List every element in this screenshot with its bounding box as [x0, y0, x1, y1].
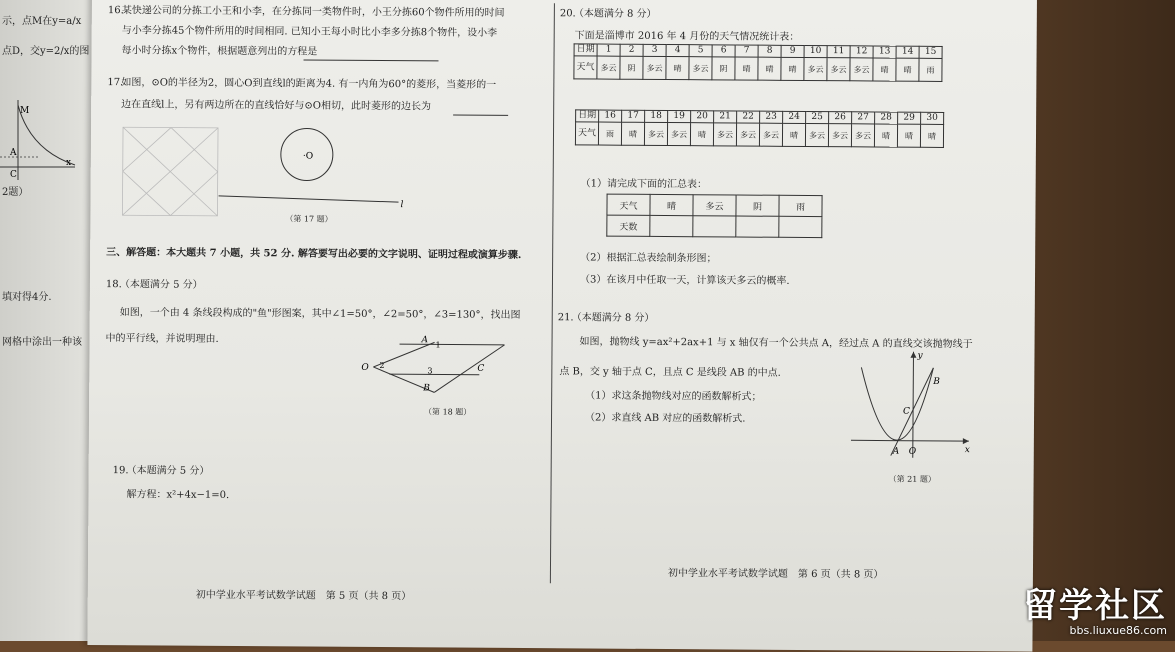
q21-sub1: （1）求这条抛物线对应的函数解析式；: [585, 390, 762, 403]
q21-line1: 如图，抛物线 y=ax²+2ax+1 与 x 轴仅有一个公共点 A，经过点 A 的直线交该抛物线于: [579, 336, 973, 351]
weather-cell: 雨: [598, 122, 621, 145]
point-a-label: A: [892, 446, 900, 457]
q19-score: （本题满分 5 分）: [126, 465, 210, 477]
table-row: [574, 56, 942, 82]
fish-label-o: O: [361, 362, 369, 373]
weather-table-2: [575, 109, 944, 148]
date-cell: 7: [735, 45, 758, 57]
date-cell: 28: [875, 112, 898, 124]
weather-cell: 多云: [713, 123, 736, 146]
date-cell: 11: [827, 46, 850, 58]
row-label: 日期: [574, 44, 597, 56]
date-cell: 14: [896, 46, 919, 58]
date-cell: 4: [666, 45, 689, 57]
q20-intro: 下面是淄博市 2016 年 4 月份的天气情况统计表：: [574, 30, 800, 43]
date-cell: 30: [921, 112, 944, 124]
weather-cell: 阴: [712, 57, 735, 80]
q19-number: 19.: [112, 465, 129, 477]
summary-cell-empty: [779, 216, 822, 237]
weather-cell: 晴: [782, 123, 805, 146]
fig-label-m: M: [20, 106, 30, 116]
weather-cell: 多云: [805, 123, 828, 146]
watermark-url: bbs.liuxue86.com: [1069, 624, 1167, 637]
date-cell: 22: [737, 111, 760, 123]
q16-number: 16.: [107, 5, 124, 17]
q20-sub1: （1）请完成下面的汇总表：: [580, 178, 708, 191]
circle-o-label: ·O: [302, 151, 314, 162]
summary-table: [606, 194, 822, 239]
watermark: [1023, 588, 1167, 637]
q21-sub2: （2）求直线 AB 对应的函数解析式.: [584, 412, 746, 425]
axis-x-label: x: [964, 445, 970, 456]
q17-answer-blank: [453, 115, 508, 116]
exam-sheet: [87, 0, 1037, 652]
summary-header: 雨: [779, 195, 822, 216]
weather-cell: 雨: [919, 58, 942, 81]
q21-number: 21.: [557, 312, 574, 324]
weather-cell: 多云: [689, 57, 712, 80]
q17-line: 如图，⊙O的半径为2，圆心O到直线l的距离为4. 有一内角为60°的菱形，当菱形的一: [121, 77, 497, 91]
fish-angle-1: 1: [435, 340, 441, 350]
summary-header: 多云: [693, 195, 736, 216]
fish-label-c: C: [477, 363, 485, 374]
q17-caption: （第 17 题）: [285, 214, 333, 224]
weather-cell: 晴: [666, 57, 689, 80]
date-cell: 24: [783, 111, 806, 123]
q18-fish-figure: [359, 332, 519, 403]
prev-line: 2题）: [2, 187, 29, 198]
table-row: [607, 194, 822, 217]
weather-cell: 晴: [873, 58, 896, 81]
weather-cell: 多云: [828, 124, 851, 147]
q18-number: 18.: [105, 279, 122, 291]
date-cell: 27: [852, 112, 875, 124]
table-row: [575, 122, 943, 148]
date-cell: 1: [597, 44, 620, 56]
q17-line: 边在直线l上，另有两边所在的直线恰好与⊙O相切，此时菱形的边长为: [121, 99, 432, 113]
date-cell: 3: [643, 44, 666, 56]
weather-cell: 多云: [667, 123, 690, 146]
q18-line: 中的平行线，并说明理由.: [105, 333, 219, 345]
date-cell: 16: [599, 110, 622, 122]
weather-cell: 晴: [920, 124, 943, 147]
weather-cell: 晴: [621, 122, 644, 145]
weather-cell: 阴: [620, 56, 643, 79]
watermark-title: 留学社区: [1023, 586, 1167, 626]
summary-cell-empty: [693, 216, 736, 237]
weather-cell: 多云: [827, 58, 850, 81]
fig-label-x: x: [66, 158, 72, 168]
page-6-footer: 初中学业水平考试数学试题 第 6 页（共 8 页）: [667, 568, 884, 581]
summary-row-label: 天数: [607, 215, 650, 236]
point-c-label: C: [903, 406, 911, 417]
line-l-label: l: [400, 200, 404, 211]
date-cell: 6: [712, 45, 735, 57]
q21-line2: 点 B，交 y 轴于点 C，且点 C 是线段 AB 的中点.: [559, 366, 781, 379]
q20-sub2: （2）根据汇总表绘制条形图；: [580, 252, 717, 265]
prev-line: 示，点M在y=a/x: [2, 16, 82, 27]
date-cell: 2: [620, 44, 643, 56]
q18-caption: （第 18 题）: [424, 407, 472, 417]
date-cell: 26: [829, 112, 852, 124]
fish-label-b: B: [423, 383, 430, 394]
column-divider: [550, 3, 555, 583]
date-cell: 25: [806, 111, 829, 123]
weather-cell: 多云: [736, 123, 759, 146]
q16-answer-blank: [304, 59, 439, 61]
q16-line: 某快递公司的分拣工小王和小李，在分拣同一类物件时，小王分拣60个物件所用的时间: [121, 5, 505, 19]
q19-text: 解方程：x²+4x−1=0.: [126, 489, 230, 501]
weather-cell: 晴: [896, 58, 919, 81]
section-3-heading: 三、解答题：本大题共 7 小题，共 52 分. 解答要写出必要的文字说明、证明过程或演算步骤.: [106, 247, 522, 262]
q16-line: 与小李分拣45个物件所用的时间相同. 已知小王每小时比小李多分拣8个物件，设小李: [121, 25, 498, 39]
weather-cell: 多云: [850, 58, 873, 81]
q20-sub3: （3）在该月中任取一天，计算该天多云的概率.: [579, 274, 790, 287]
date-cell: 8: [758, 45, 781, 57]
prev-line: 网格中涂出一种该: [2, 337, 82, 348]
q21-parabola-figure: [851, 347, 974, 468]
fig-label-a: A: [10, 148, 17, 158]
fig-label-c: C: [10, 170, 17, 180]
q18-line: 如图，一个由 4 条线段构成的"鱼"形图案，其中∠1=50°，∠2=50°，∠3=130°，找出图: [119, 307, 521, 321]
q21-score: （本题满分 8 分）: [571, 312, 655, 324]
q20-score: （本题满分 8 分）: [573, 8, 657, 20]
q20-number: 20.: [559, 8, 576, 20]
date-cell: 29: [898, 112, 921, 124]
fish-angle-2: 2: [379, 361, 385, 371]
date-cell: 20: [691, 111, 714, 123]
weather-cell: 晴: [690, 123, 713, 146]
weather-table-1: [573, 43, 942, 82]
row-label: 天气: [574, 56, 597, 79]
axis-y-label: y: [917, 350, 923, 361]
row-label: 日期: [576, 110, 599, 122]
prev-line: 填对得4分.: [2, 292, 52, 303]
weather-cell: 多云: [851, 124, 874, 147]
summary-cell-empty: [736, 216, 779, 237]
point-b-label: B: [933, 376, 940, 387]
weather-cell: 晴: [758, 57, 781, 80]
date-cell: 15: [919, 46, 942, 58]
summary-header: 晴: [650, 194, 693, 215]
weather-cell: 多云: [759, 123, 782, 146]
date-cell: 13: [873, 46, 896, 58]
date-cell: 21: [714, 111, 737, 123]
date-cell: 12: [850, 46, 873, 58]
date-cell: 17: [622, 110, 645, 122]
date-cell: 9: [781, 45, 804, 57]
q17-number: 17.: [107, 77, 124, 89]
date-cell: 18: [645, 110, 668, 122]
date-cell: 5: [689, 45, 712, 57]
weather-cell: 晴: [897, 124, 920, 147]
fish-label-a: A: [421, 335, 429, 346]
row-label: 天气: [575, 122, 598, 145]
summary-header: 阴: [736, 195, 779, 216]
prev-line: 点D，交y=2/x的图: [2, 46, 90, 57]
q18-score: （本题满分 5 分）: [119, 279, 203, 291]
weather-cell: 多云: [597, 56, 620, 79]
page-5-footer: 初中学业水平考试数学试题 第 5 页（共 8 页）: [195, 589, 412, 603]
date-cell: 23: [760, 111, 783, 123]
q21-caption: （第 21 题）: [888, 474, 936, 484]
summary-header: 天气: [607, 194, 650, 215]
prev-page-figure: [0, 95, 80, 185]
q17-figure: [120, 125, 421, 227]
date-cell: 19: [668, 111, 691, 123]
q16-line: 每小时分拣x个物件，根据题意列出的方程是: [121, 45, 318, 58]
weather-cell: 晴: [781, 57, 804, 80]
fish-angle-3: 3: [427, 366, 433, 376]
weather-cell: 多云: [644, 122, 667, 145]
table-row: [607, 215, 822, 238]
weather-cell: 晴: [874, 124, 897, 147]
weather-cell: 晴: [735, 57, 758, 80]
weather-cell: 多云: [643, 56, 666, 79]
origin-o-label: O: [908, 446, 917, 457]
date-cell: 10: [804, 45, 827, 57]
summary-cell-empty: [650, 215, 693, 236]
weather-cell: 多云: [804, 57, 827, 80]
